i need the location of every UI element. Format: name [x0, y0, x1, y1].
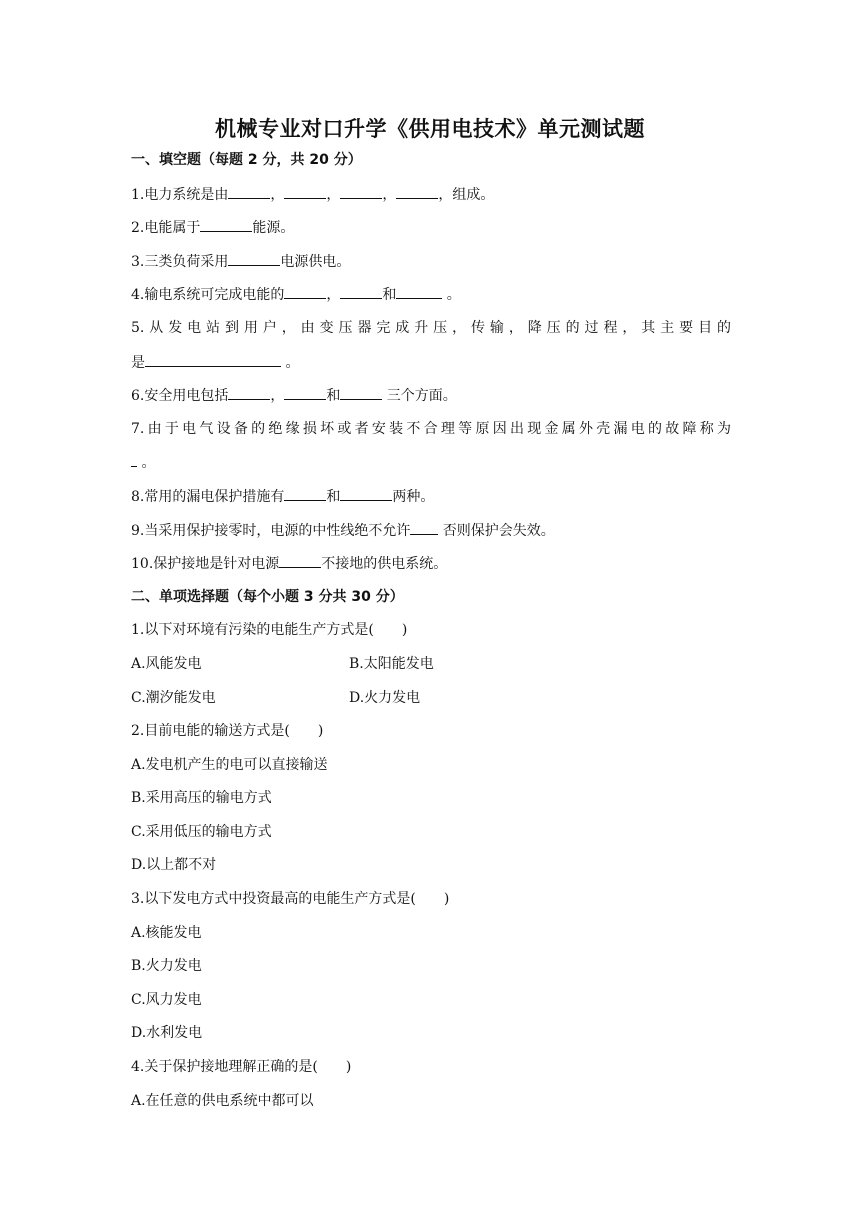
answer-blank [284, 385, 326, 400]
fill-question-5-line-2: 是 。 [131, 352, 731, 386]
option-c: C.采用低压的输电方式 [131, 823, 272, 840]
fill-question-5-line-1: 5.从发电站到用户，由变压器完成升压，传输，降压的过程，其主要目的 [131, 319, 731, 336]
choice-question-2-stem: 2.目前电能的输送方式是( ) [131, 723, 324, 740]
fill-question-8: 8.常用的漏电保护措施有 和 两种。 [131, 486, 731, 520]
fill-question-7-line-2: 。 [131, 452, 731, 486]
fill-question-4: 4.输电系统可完成电能的 ， 和 。 [131, 284, 731, 318]
choice-question-3-stem: 3.以下发电方式中投资最高的电能生产方式是( ) [131, 891, 450, 908]
option-d: D.水利发电 [131, 1025, 203, 1042]
page-title: 机械专业对口升学《供用电技术》单元测试题 [215, 117, 645, 141]
option-a: A.核能发电 [131, 924, 202, 941]
answer-blank [284, 284, 326, 299]
answer-blank [396, 184, 438, 199]
fill-question-6: 6.安全用电包括 ， 和 三个方面。 [131, 385, 731, 419]
option-b: B.火力发电 [131, 958, 202, 975]
choice-question-1-stem: 1.以下对环境有污染的电能生产方式是( ) [131, 622, 408, 639]
answer-blank [340, 284, 382, 299]
answer-blank [228, 184, 270, 199]
choice-question-4-stem: 4.关于保护接地理解正确的是( ) [131, 1059, 352, 1076]
option-a: A.发电机产生的电可以直接输送 [131, 756, 328, 773]
answer-blank [340, 486, 392, 501]
fill-question-7-line-1: 7.由于电气设备的绝缘损坏或者安装不合理等原因出现金属外壳漏电的故障称为 [131, 420, 731, 437]
fill-question-10: 10.保护接地是针对电源 不接地的供电系统。 [131, 553, 731, 587]
option-a: A.风能发电 [131, 655, 202, 672]
option-c: C.潮汐能发电 [131, 689, 216, 706]
option-a: A.在任意的供电系统中都可以 [131, 1092, 314, 1109]
section-heading-choice: 二、单项选择题（每个小题 3 分共 30 分） [131, 588, 404, 605]
option-b: B.太阳能发电 [349, 655, 434, 672]
answer-blank [228, 385, 270, 400]
answer-blank [200, 217, 252, 232]
option-c: C.风力发电 [131, 991, 202, 1008]
fill-question-2: 2.电能属于 能源。 [131, 217, 731, 251]
answer-blank [228, 251, 280, 266]
answer-blank [145, 352, 281, 367]
option-d: D.火力发电 [349, 689, 421, 706]
answer-blank [340, 385, 382, 400]
option-d: D.以上都不对 [131, 857, 217, 874]
answer-blank [340, 184, 382, 199]
answer-blank [410, 520, 438, 535]
answer-blank [279, 553, 321, 568]
answer-blank [131, 452, 137, 467]
fill-question-9: 9.当采用保护接零时，电源的中性线绝不允许 否则保护会失效。 [131, 520, 731, 554]
answer-blank [396, 284, 442, 299]
option-b: B.采用高压的输电方式 [131, 790, 272, 807]
section-heading-fill: 一、填空题（每题 2 分，共 20 分） [131, 152, 362, 168]
choice-question-1-options-cd [131, 688, 731, 722]
exam-content [131, 150, 731, 1124]
answer-blank [284, 184, 326, 199]
choice-question-1-options-ab [131, 654, 731, 688]
fill-question-3: 3.三类负荷采用 电源供电。 [131, 251, 731, 285]
answer-blank [284, 486, 326, 501]
fill-question-1: 1.电力系统是由 ， ， ， ，组成。 [131, 184, 731, 218]
